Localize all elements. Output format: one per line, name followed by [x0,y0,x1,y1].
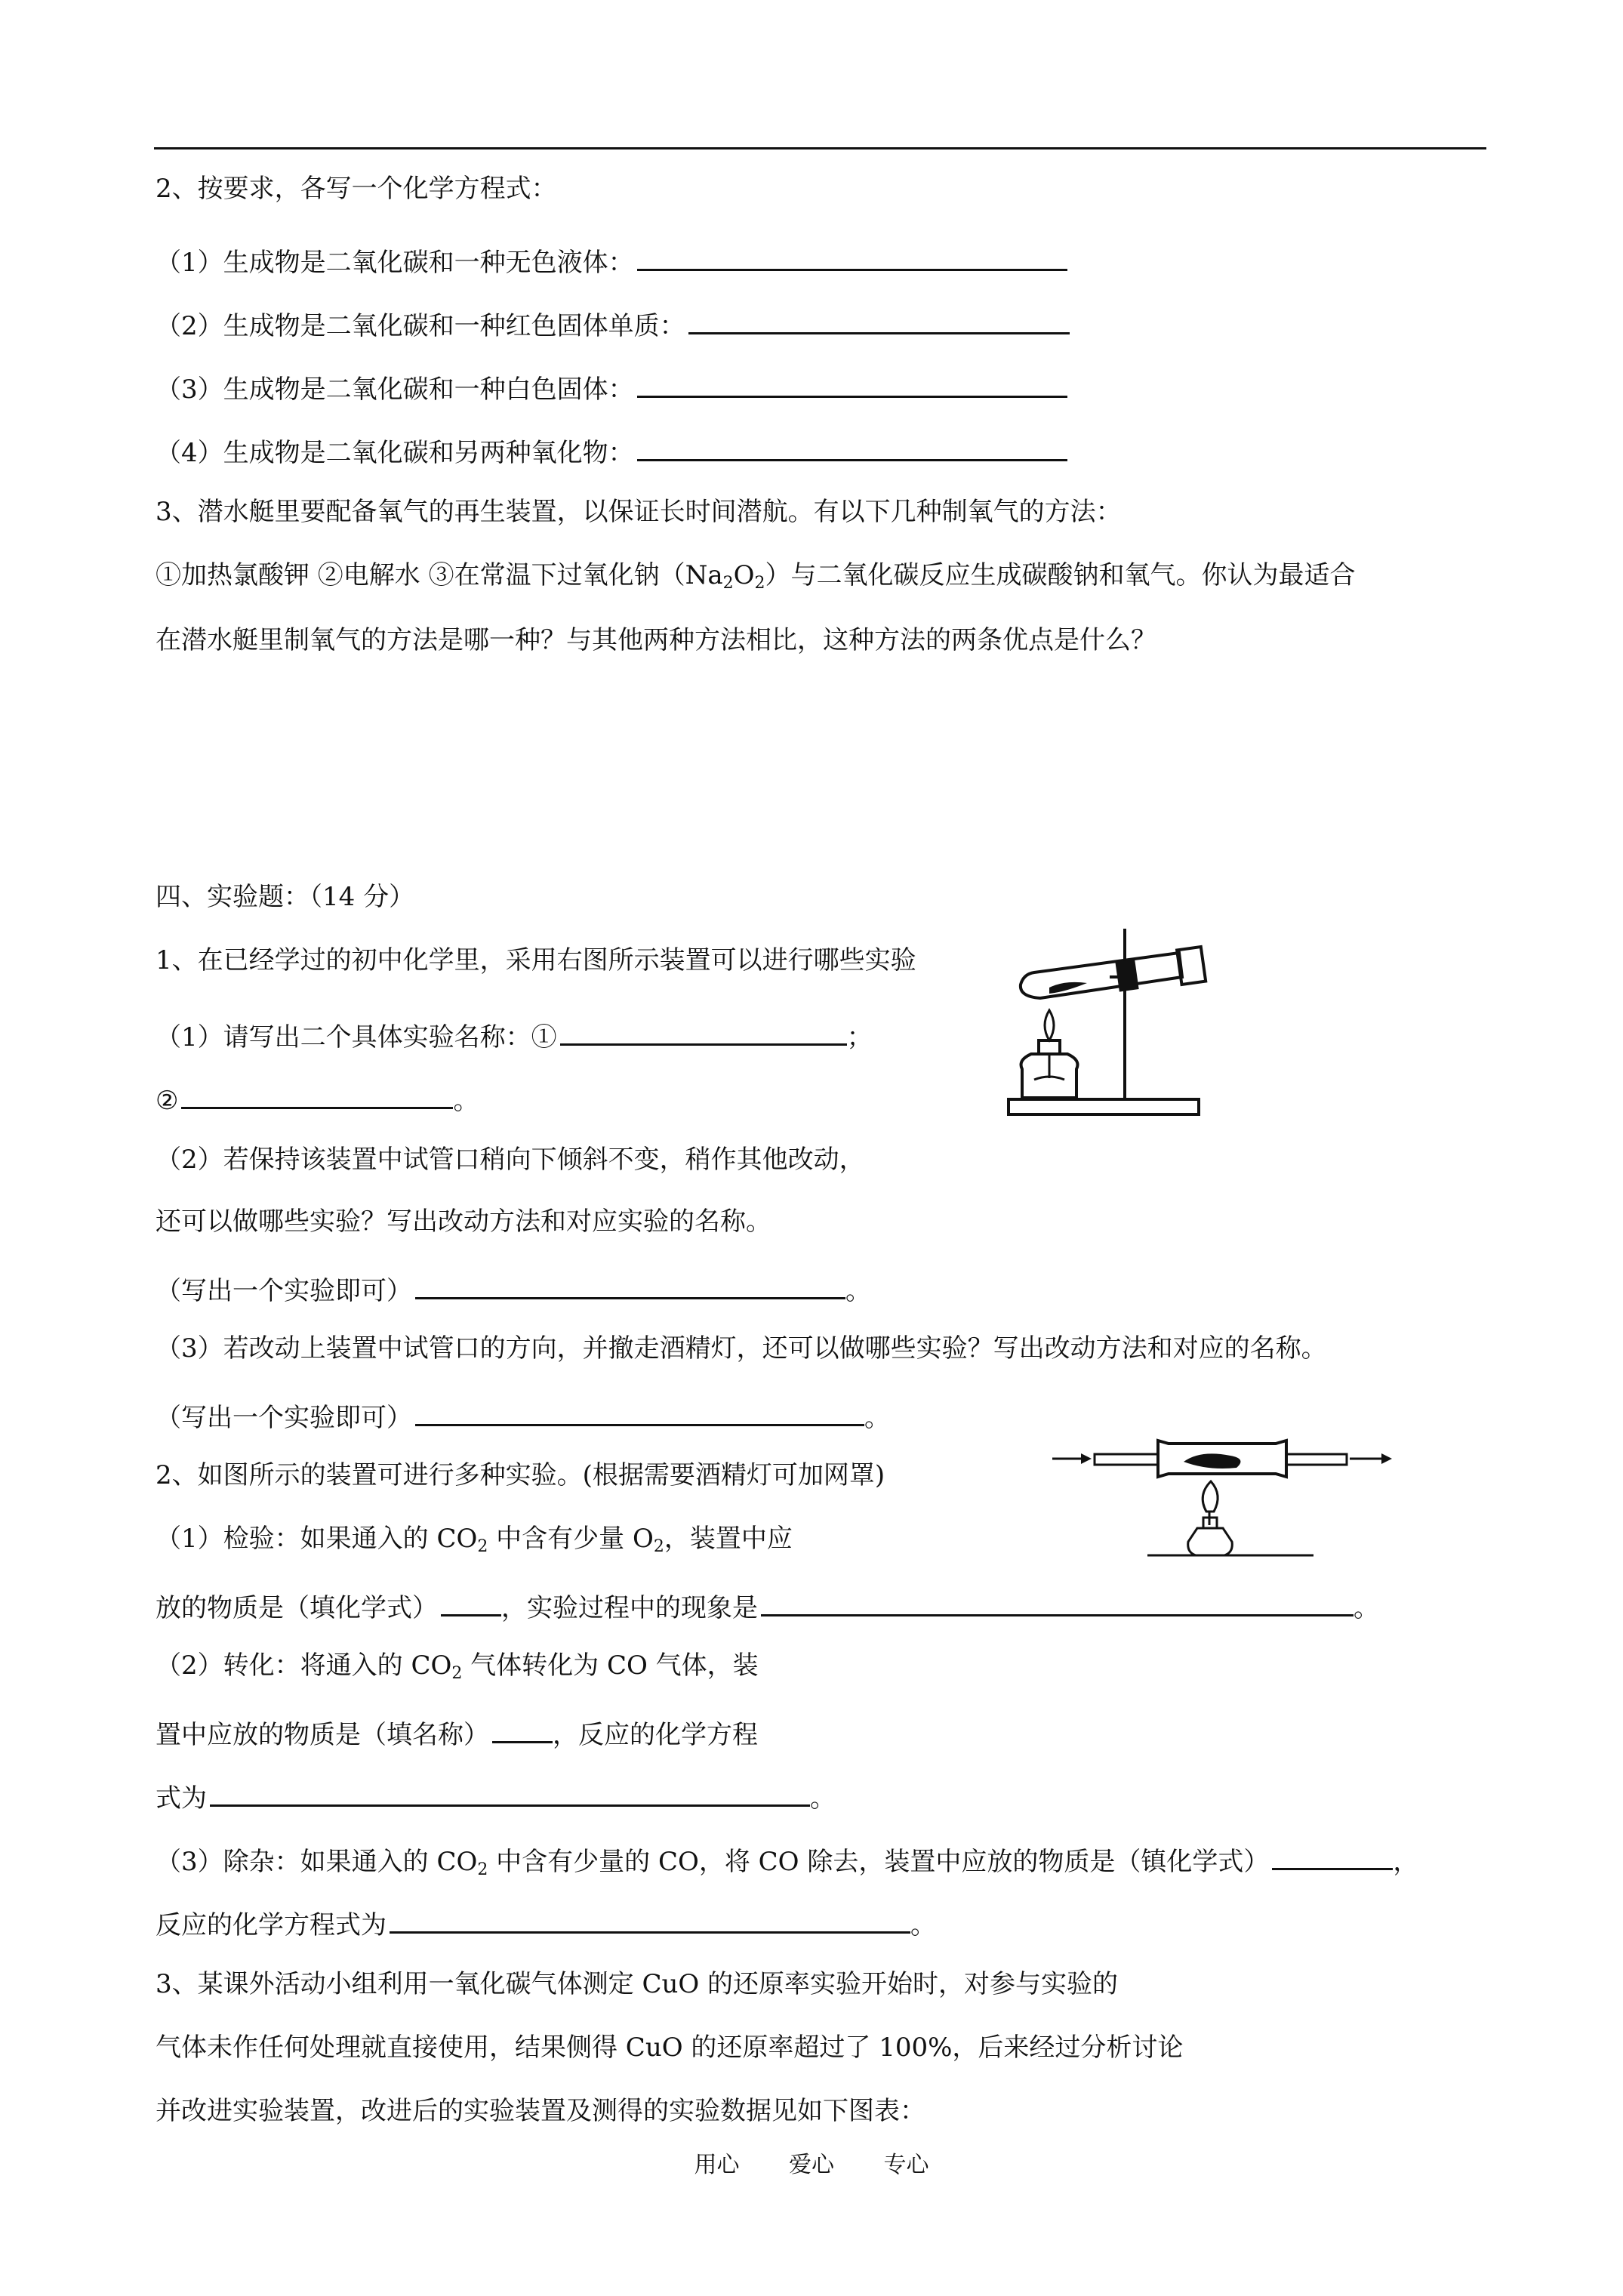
s4q1-line-4: （2）若保持该装置中试管口稍向下倾斜不变，稍作其他改动， [156,1145,865,1175]
s4q2-line-7: （3）除杂：如果通入的 $CO_2$ 中含有少量的 CO，将 CO 除去，装置中应放的物质是（镇化学式） ， [156,1839,1418,1878]
answer-blank[interactable] [181,1078,453,1109]
answer-blank[interactable] [390,1903,910,1934]
s4q3-line-1: 3、某课外活动小组利用一氧化碳气体测定 CuO 的还原率实验开始时，对参与实验的 [156,1969,1119,1999]
s4q1-line-6: （写出一个实验即可） 。 [156,1268,871,1308]
section4-title: 四、实验题：（14 分） [156,882,415,912]
q2-item-4: （4）生成物是二氧化碳和另两种氧化物： [156,430,1067,470]
s4q2-line-6: 式为 。 [156,1776,836,1815]
s4q1-line-8: （写出一个实验即可） 。 [156,1395,890,1435]
s4q3-line-2: 气体未作任何处理就直接使用，结果侧得 CuO 的还原率超过了 100%，后来经过分析讨论 [156,2032,1184,2063]
apparatus-figure-gas-tube [1049,1428,1412,1579]
s4q3-line-3: 并改进实验装置，改进后的实验装置及测得的实验数据见如下图表： [156,2096,925,2126]
answer-blank[interactable] [637,240,1067,271]
answer-blank[interactable] [688,304,1070,334]
q3-line-1: 3、潜水艇里要配备氧气的再生装置，以保证长时间潜航。有以下几种制氧气的方法： [156,497,1122,527]
s4q2-line-3: 放的物质是（填化学式） ，实验过程中的现象是 。 [156,1586,1379,1625]
s4q1-line-2: （1）请写出二个具体实验名称：① ； [156,1015,873,1054]
q3-line-3: 在潜水艇里制氧气的方法是哪一种？与其他两种方法相比，这种方法的两条优点是什么？ [156,625,1156,655]
answer-blank[interactable] [492,1712,553,1743]
s4q2-line-5: 置中应放的物质是（填名称） ，反应的化学方程 [156,1712,758,1752]
q2-item-1: （1）生成物是二氧化碳和一种无色液体： [156,240,1067,279]
answer-blank[interactable] [415,1395,864,1426]
header-rule [154,147,1486,149]
s4q2-line-4: （2）转化：将通入的 $CO_2$ 气体转化为 CO 气体，装 [156,1650,759,1683]
footer-text: 爱心 [789,2152,834,2178]
s4q2-line-2: （1）检验：如果通入的 $CO_2$ 中含有少量 $O_2$，装置中应 [156,1524,793,1556]
q2-item-3: （3）生成物是二氧化碳和一种白色固体： [156,367,1067,406]
s4q1-line-1: 1、在已经学过的初中化学里，采用右图所示装置可以进行哪些实验 [156,945,916,975]
answer-blank[interactable] [210,1776,810,1807]
q2-item-2: （2）生成物是二氧化碳和一种红色固体单质： [156,304,1070,343]
footer-text: 用心 [694,2152,740,2178]
answer-blank[interactable] [637,367,1067,398]
page-footer [0,2146,1623,2179]
s4q2-line-8: 反应的化学方程式为 。 [156,1903,936,1942]
s4q1-line-7: （3）若改动上装置中试管口的方向，并撤走酒精灯，还可以做哪些实验？写出改动方法和对应的名称。 [156,1333,1327,1364]
answer-blank[interactable] [560,1015,847,1046]
s4q2-line-1: 2、如图所示的装置可进行多种实验。(根据需要酒精灯可加网罩) [156,1460,885,1490]
answer-blank[interactable] [637,430,1067,461]
answer-blank[interactable] [441,1586,501,1616]
s4q1-line-3: ② 。 [156,1078,479,1117]
answer-blank[interactable] [761,1586,1354,1616]
answer-blank[interactable] [1272,1839,1393,1870]
s4q1-line-5: 还可以做哪些实验？写出改动方法和对应实验的名称。 [156,1207,771,1237]
q2-title: 2、按要求，各写一个化学方程式： [156,174,557,204]
answer-blank[interactable] [415,1268,845,1299]
footer-text: 专心 [883,2152,929,2178]
q3-line-2: ①加热氯酸钾 ②电解水 ③在常温下过氧化钠$(Na_2O_2)$与二氧化碳反应生成碳酸钠和氧气。你认为最适合 [156,560,1356,593]
apparatus-figure-heating-tube [1004,920,1208,1123]
